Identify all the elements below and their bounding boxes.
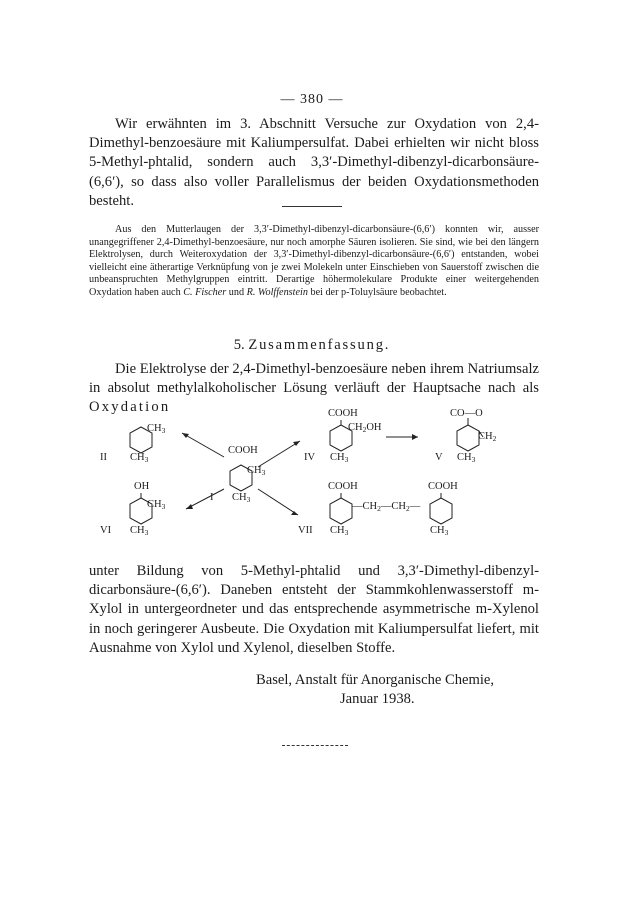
signature-date: Januar 1938. <box>340 691 415 707</box>
page-number: — 380 — <box>280 92 344 107</box>
arrow-to-II <box>182 433 224 457</box>
section-title: Zusammenfassung. <box>248 337 391 353</box>
compound-V-label: V <box>435 452 443 463</box>
VII-cooh-label-right: COOH <box>428 481 458 492</box>
section-divider <box>282 206 342 207</box>
IV-cooh-label: COOH <box>328 408 358 419</box>
VII-cooh-label-left: COOH <box>328 481 358 492</box>
I-methyl-label-2: $CH_3$ <box>232 492 251 504</box>
benzene-ring-V <box>457 425 479 451</box>
arrow-to-VII <box>258 489 298 515</box>
benzene-ring-VII-right <box>430 498 452 524</box>
benzene-ring-VII-left <box>330 498 352 524</box>
IV-methyl-label: $CH_3$ <box>330 452 349 464</box>
VII-methyl-label-left: $CH_3$ <box>330 525 349 537</box>
V-lactone-label: CO—O <box>450 408 483 419</box>
compound-VII-label: VII <box>298 525 313 536</box>
arrow-to-IV <box>258 441 300 467</box>
VI-methyl-label-2: $CH_3$ <box>130 525 149 537</box>
intro-paragraph: Wir erwähnten im 3. Abschnitt Versuche zur Oxydation von 2,4-Dimethyl-benzoesäure mit Kaliumpersulfat. Dabei erhielten wir nicht bloss 5-Methyl-phtalid, sondern auch 3,3′-Dimethyl-dibenzyl-dicarbonsäure-(6,6′), so dass also voller Parallelismus der beiden Oxydationsmethoden besteht. <box>89 116 539 209</box>
author-wolffenstein: R. Wolffenstein <box>246 286 308 298</box>
conclusion-paragraph: unter Bildung von 5-Methyl-phtalid und 3,3′-Dimethyl-dibenzyl-dicarbonsäure-(6,6′). Daneben entsteht der Stammkohlenwasserstoff m-Xylol in untergeordneter und das entsprechende asymmetrische m-Xylenol in noch geringerer Ausbeute. Die Oxydation mit Kaliumpersulfat liefert, mit Ausnahme von Xylol und Xylenol, dieselben Stoffe. <box>89 563 539 656</box>
author-fischer: C. Fischer <box>183 286 227 298</box>
compound-I-label: I <box>210 492 214 503</box>
end-divider <box>282 745 348 746</box>
compound-IV-label: IV <box>304 452 316 463</box>
II-methyl-label-2: $CH_3$ <box>130 452 149 464</box>
V-ch2-label: $CH_2$ <box>478 431 497 443</box>
VII-bridge-label: $—CH_2—CH_2—$ <box>352 501 421 513</box>
compound-VI-label: VI <box>100 525 112 536</box>
reaction-scheme-drawing <box>100 405 540 553</box>
signature-city: Basel, Anstalt für Anorganische Chemie, <box>256 672 495 688</box>
I-cooh-label: COOH <box>228 445 258 456</box>
section-number: 5. <box>233 337 245 353</box>
compound-II-label: II <box>100 452 107 463</box>
I-methyl-label: $CH_3$ <box>247 465 266 477</box>
section-heading <box>0 337 624 354</box>
IV-ch2oh-label: $CH_2OH$ <box>348 422 382 434</box>
VI-methyl-label: $CH_3$ <box>147 499 166 511</box>
VII-methyl-label-right: $CH_3$ <box>430 525 449 537</box>
V-methyl-label: $CH_3$ <box>457 452 476 464</box>
summary-paragraph: Die Elektrolyse der 2,4-Dimethyl-benzoesäure neben ihrem Natriumsalz in absolut methylalkoholischer Lösung verläuft der Hauptsache nach als Oxydation <box>89 361 539 416</box>
II-methyl-label: $CH_3$ <box>147 423 166 435</box>
oxydation-emphasis: Oxydation <box>89 399 171 416</box>
VI-oh-label: OH <box>134 481 150 492</box>
footnote: Aus den Mutterlaugen der 3,3′-Dimethyl-dibenzyl-dicarbonsäure-(6,6′) konnten wir, ausser unangegriffener 2,4-Dimethyl-benzoesäure, nur noch amorphe Säuren isolieren. Sie sind, wie bei den längern Elektrolysen, durch Weiteroxydation der 3,3′-Dimethyl-dibenzyl-dicarbonsäure-(6,6′) entstanden, wobei vielleicht eine ätherartige Verknüpfung von je zwei Molekeln unter Einschieben von Sauerstoff zwischen die unbeanspruchten Methylgruppen eintritt. Derartige höhermolekulare Produkte einer weitergehenden Oxydation haben auch C. Fischer und R. Wolffenstein bei der p-Toluylsäure beobachtet. <box>89 224 539 298</box>
reaction-scheme <box>100 405 540 553</box>
